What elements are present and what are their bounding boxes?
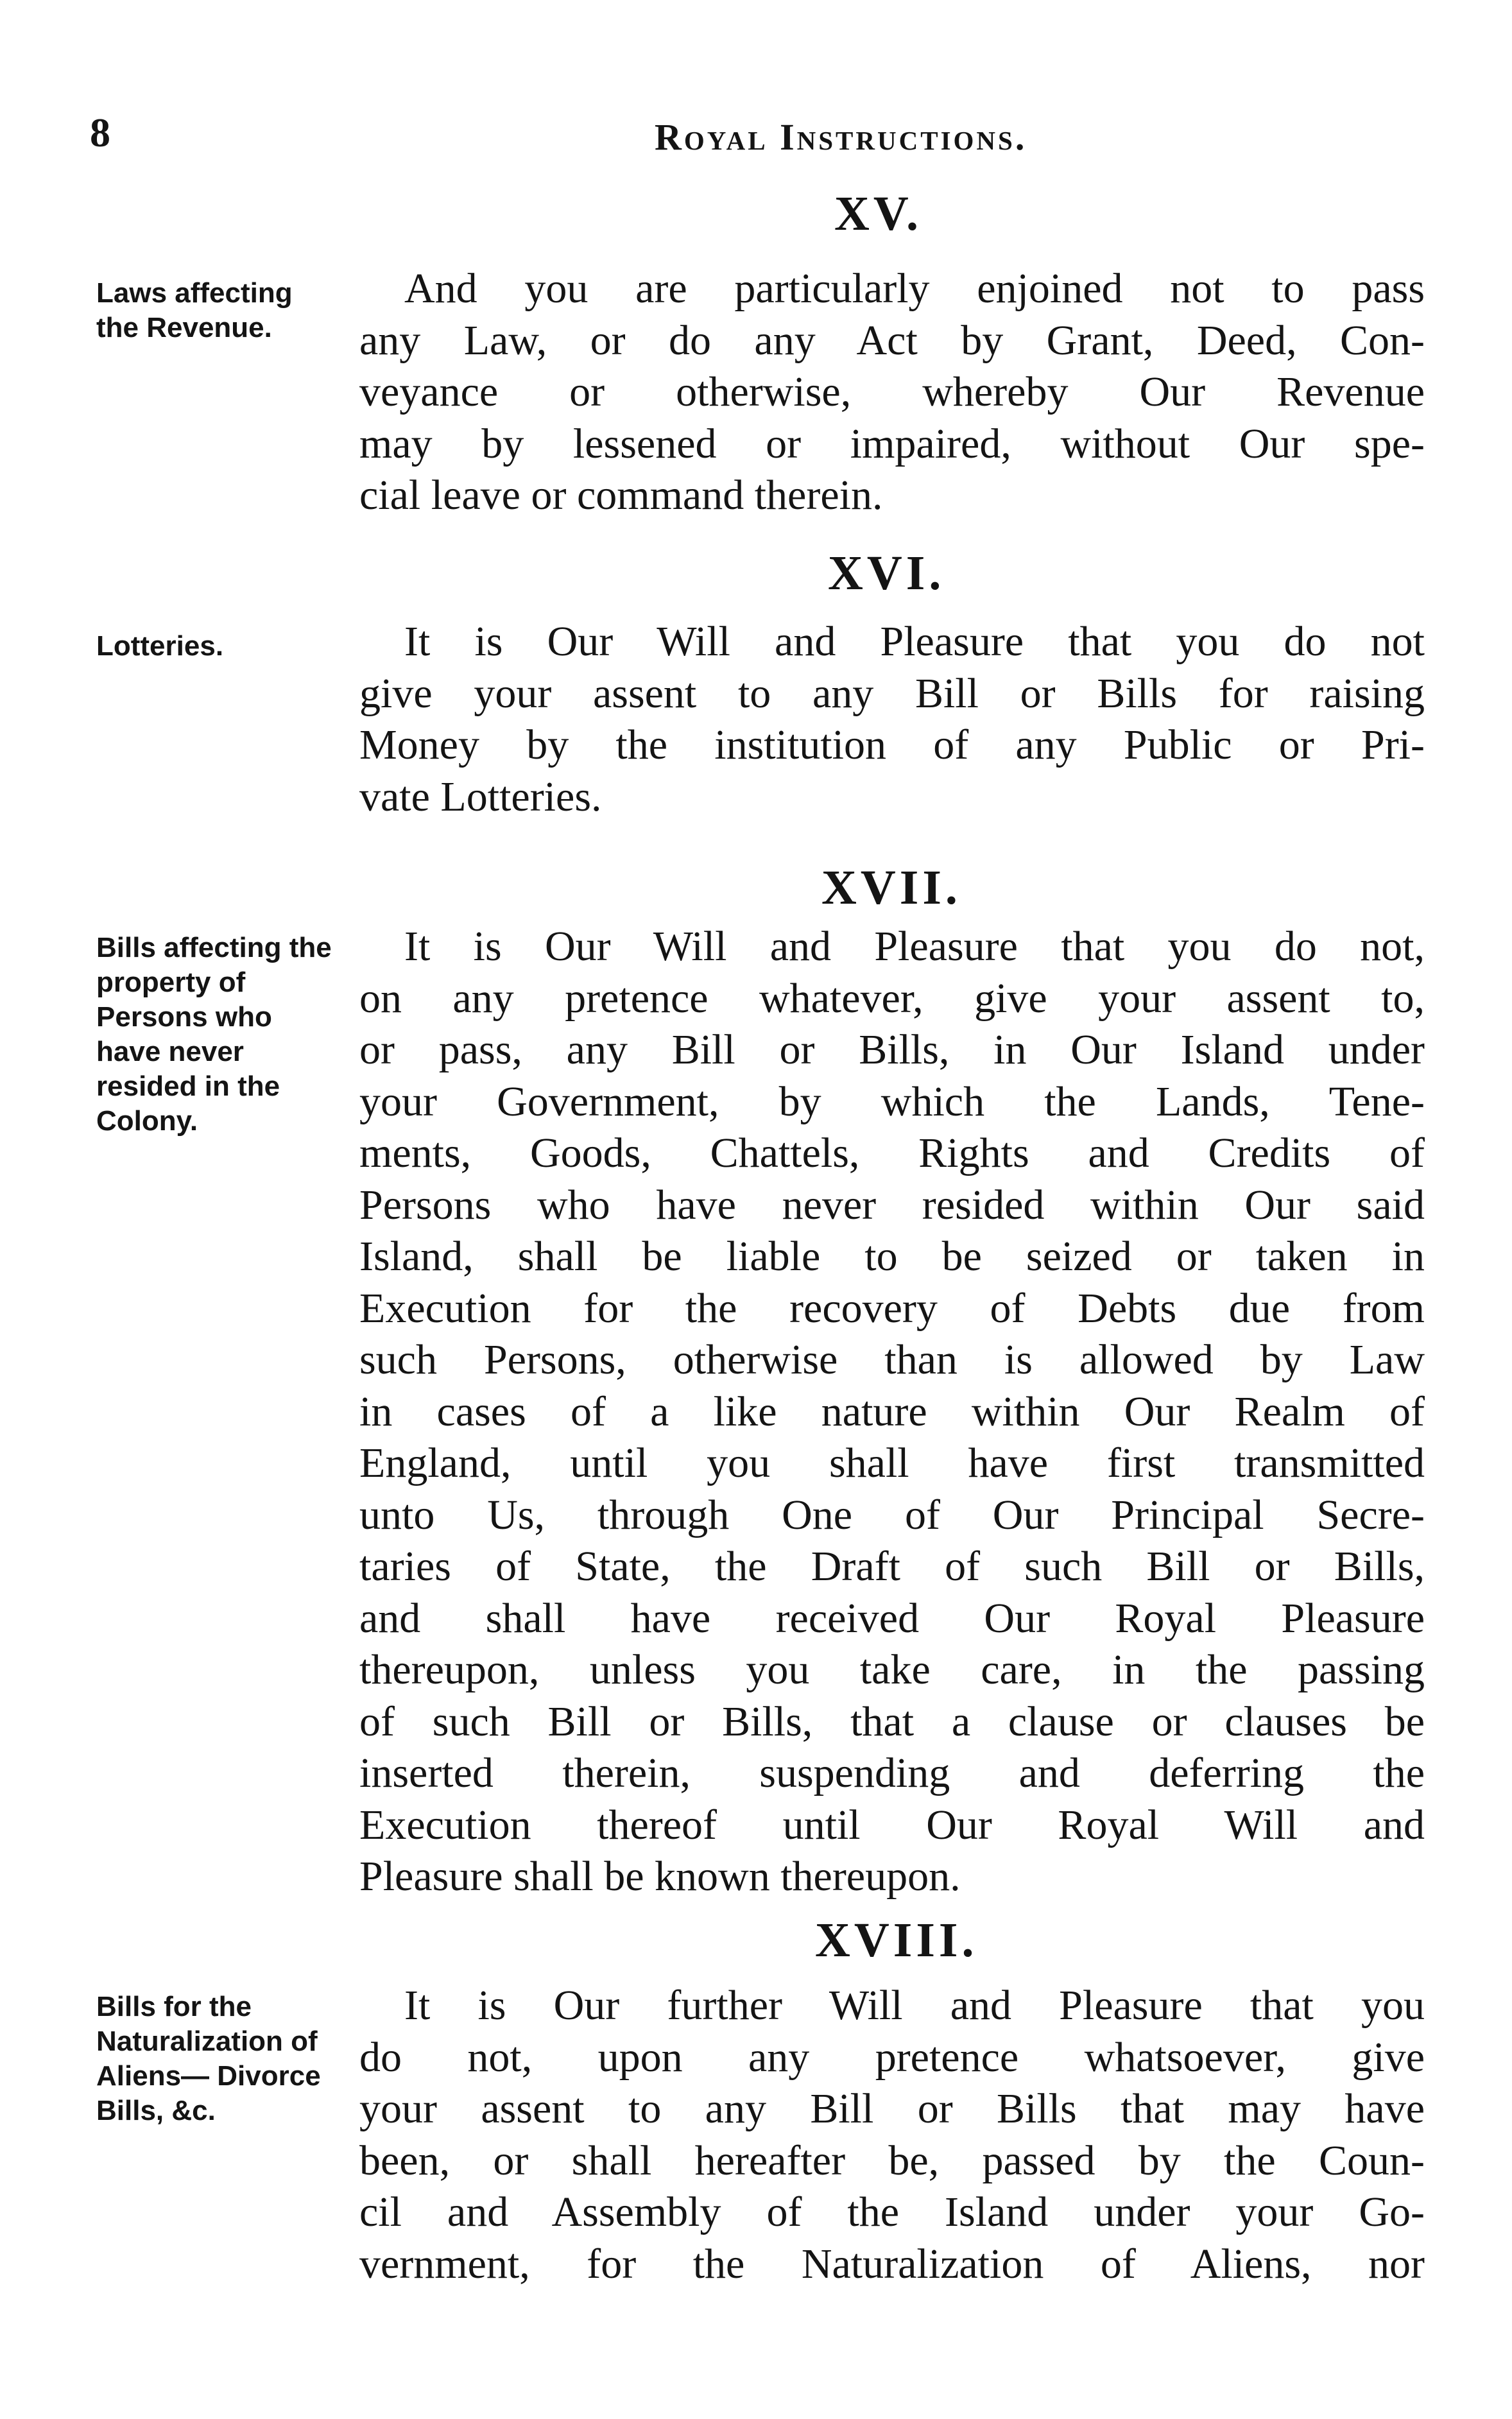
text-line: unto Us, through One of Our Principal Secre- (359, 1491, 1425, 1538)
text-line: on any pretence whatever, give your assent to, (359, 974, 1425, 1022)
section-numeral: XVII. (821, 861, 961, 915)
section-paragraph (359, 263, 1425, 522)
text-line: in cases of a like nature within Our Realm of (359, 1388, 1425, 1435)
text-line: thereupon, unless you take care, in the passing (359, 1646, 1425, 1693)
text-line: ments, Goods, Chattels, Rights and Credits of (359, 1130, 1425, 1176)
text-line: such Persons, otherwise than is allowed by Law (359, 1336, 1425, 1383)
text-line: Money by the institution of any Public or Pri- (359, 721, 1425, 768)
text-line: been, or shall hereafter be, passed by the Coun- (359, 2137, 1425, 2184)
text-line: It is Our further Will and Pleasure that you (404, 1982, 1425, 2029)
text-line: vate Lotteries. (359, 773, 602, 820)
section-numeral: XVI. (828, 546, 945, 600)
side-note: Laws affecting the Revenue. (96, 277, 293, 343)
text-line: your assent to any Bill or Bills that may have (359, 2085, 1425, 2132)
text-line: and shall have received Our Royal Pleasure (359, 1594, 1425, 1642)
text-line: Persons who have never resided within Our said (359, 1181, 1425, 1228)
section-paragraph (359, 921, 1425, 1903)
text-line: of such Bill or Bills, that a clause or clauses be (359, 1698, 1425, 1745)
section-numeral: XVIII. (815, 1913, 978, 1967)
page-number: 8 (90, 110, 110, 155)
text-line: may by lessened or impaired, without Our spe- (359, 420, 1425, 467)
section-paragraph (359, 616, 1425, 823)
page-header (90, 109, 1438, 167)
text-line: Execution for the recovery of Debts due from (359, 1284, 1425, 1332)
running-head: Royal Instructions. (655, 116, 1027, 158)
side-note: Lotteries. (96, 630, 224, 662)
text-line: Pleasure shall be known thereupon. (359, 1853, 961, 1900)
text-line: any Law, or do any Act by Grant, Deed, Con- (359, 316, 1425, 364)
text-line: It is Our Will and Pleasure that you do not, (404, 923, 1425, 970)
text-line: veyance or otherwise, whereby Our Revenue (359, 368, 1425, 415)
side-note: Bills affecting the property of Persons who have never resided in the Colony. (96, 932, 332, 1137)
side-note: Bills for the Naturalization of Aliens— Divorce Bills, &c. (96, 1991, 321, 2126)
text-line: or pass, any Bill or Bills, in Our Island under (359, 1026, 1425, 1073)
section-numeral: XV. (834, 187, 922, 241)
text-line: cial leave or command therein. (359, 472, 883, 519)
text-line: It is Our Will and Pleasure that you do not (404, 618, 1425, 665)
text-line: cil and Assembly of the Island under your Go- (359, 2189, 1425, 2235)
text-line: vernment, for the Naturalization of Aliens, nor (359, 2240, 1425, 2287)
text-line: Execution thereof until Our Royal Will and (359, 1801, 1425, 1848)
text-line: your Government, by which the Lands, Tene- (359, 1078, 1425, 1125)
text-line: England, until you shall have first transmitted (359, 1440, 1425, 1486)
text-line: And you are particularly enjoined not to pass (404, 265, 1425, 312)
text-line: taries of State, the Draft of such Bill or Bills, (359, 1543, 1425, 1590)
text-line: give your assent to any Bill or Bills for raising (359, 669, 1425, 717)
section-paragraph (359, 1980, 1425, 2290)
text-line: Island, shall be liable to be seized or taken in (359, 1233, 1425, 1280)
text-line: do not, upon any pretence whatsoever, give (359, 2033, 1425, 2081)
text-line: inserted therein, suspending and deferring the (359, 1750, 1425, 1796)
